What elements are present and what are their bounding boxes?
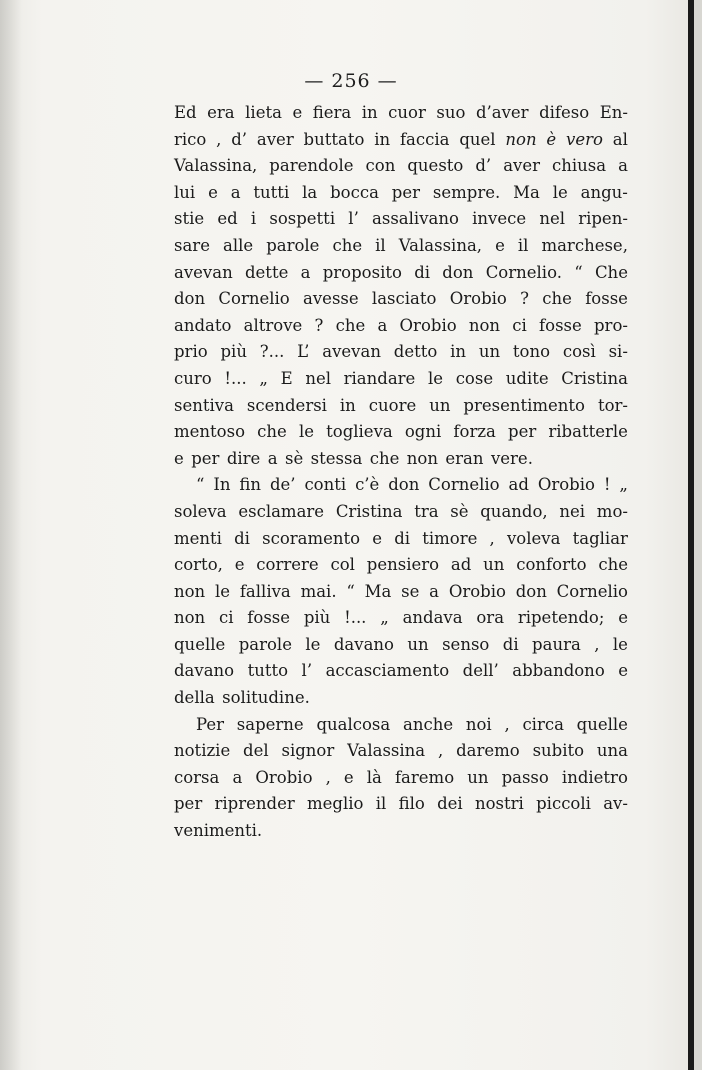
text-line: corto, e correre col pensiero ad un conforto che xyxy=(174,555,628,575)
binding-edge-line xyxy=(688,0,694,1070)
text-line: e per dire a sè stessa che non eran vere. xyxy=(174,448,533,468)
text-line: soleva esclamare Cristina tra sè quando, nei mo- xyxy=(174,501,628,521)
text-line: Ed era lieta e fiera in cuor suo d’aver difeso En- xyxy=(174,103,628,122)
text-line: Per saperne qualcosa anche noi , circa quelle xyxy=(196,714,628,734)
text-line: sentiva scendersi in cuore un presentimento tor- xyxy=(174,395,628,415)
text-line: rico , d’ aver buttato in faccia quel non è vero al xyxy=(174,129,628,149)
text-line: menti di scoramento e di timore , voleva tagliar xyxy=(174,528,628,548)
text-line: curo !... „ E nel riandare le cose udite Cristina xyxy=(174,368,628,388)
page-number: — 256 — xyxy=(304,70,398,92)
text-line: notizie del signor Valassina , daremo subito una xyxy=(174,741,628,761)
text-line: non le falliva mai. “ Ma se a Orobio don Cornelio xyxy=(174,581,628,601)
text-line: davano tutto l’ accasciamento dell’ abbandono e xyxy=(174,661,628,681)
text-line: don Cornelio avesse lasciato Orobio ? che fosse xyxy=(174,289,628,309)
text-line: andato altrove ? che a Orobio non ci fosse pro- xyxy=(174,315,628,335)
text-line: stie ed i sospetti l’ assalivano invece nel ripen- xyxy=(174,209,628,229)
text-line: avevan dette a proposito di don Cornelio. “ Che xyxy=(174,262,628,282)
text-line: sare alle parole che il Valassina, e il marchese, xyxy=(174,235,628,255)
text-line: mentoso che le toglieva ogni forza per ribatterle xyxy=(174,422,628,442)
page-gutter-shadow xyxy=(0,0,22,1070)
body-text xyxy=(174,100,628,845)
text-line: “ In fin de’ conti c’è don Cornelio ad Orobio ! „ xyxy=(196,475,628,495)
text-line: Valassina, parendole con questo d’ aver chiusa a xyxy=(174,156,628,176)
text-line: prio più ?... L’ avevan detto in un tono così si- xyxy=(174,342,628,362)
text-line: corsa a Orobio , e là faremo un passo indietro xyxy=(174,767,628,787)
text-line: lui e a tutti la bocca per sempre. Ma le angu- xyxy=(174,182,628,202)
text-line: quelle parole le davano un senso di paura , le xyxy=(174,634,628,654)
text-line: della solitudine. xyxy=(174,688,310,708)
text-line: non ci fosse più !... „ andava ora ripetendo; e xyxy=(174,608,628,628)
text-line: per riprender meglio il filo dei nostri piccoli av- xyxy=(174,794,628,814)
text-line: venimenti. xyxy=(174,821,263,841)
